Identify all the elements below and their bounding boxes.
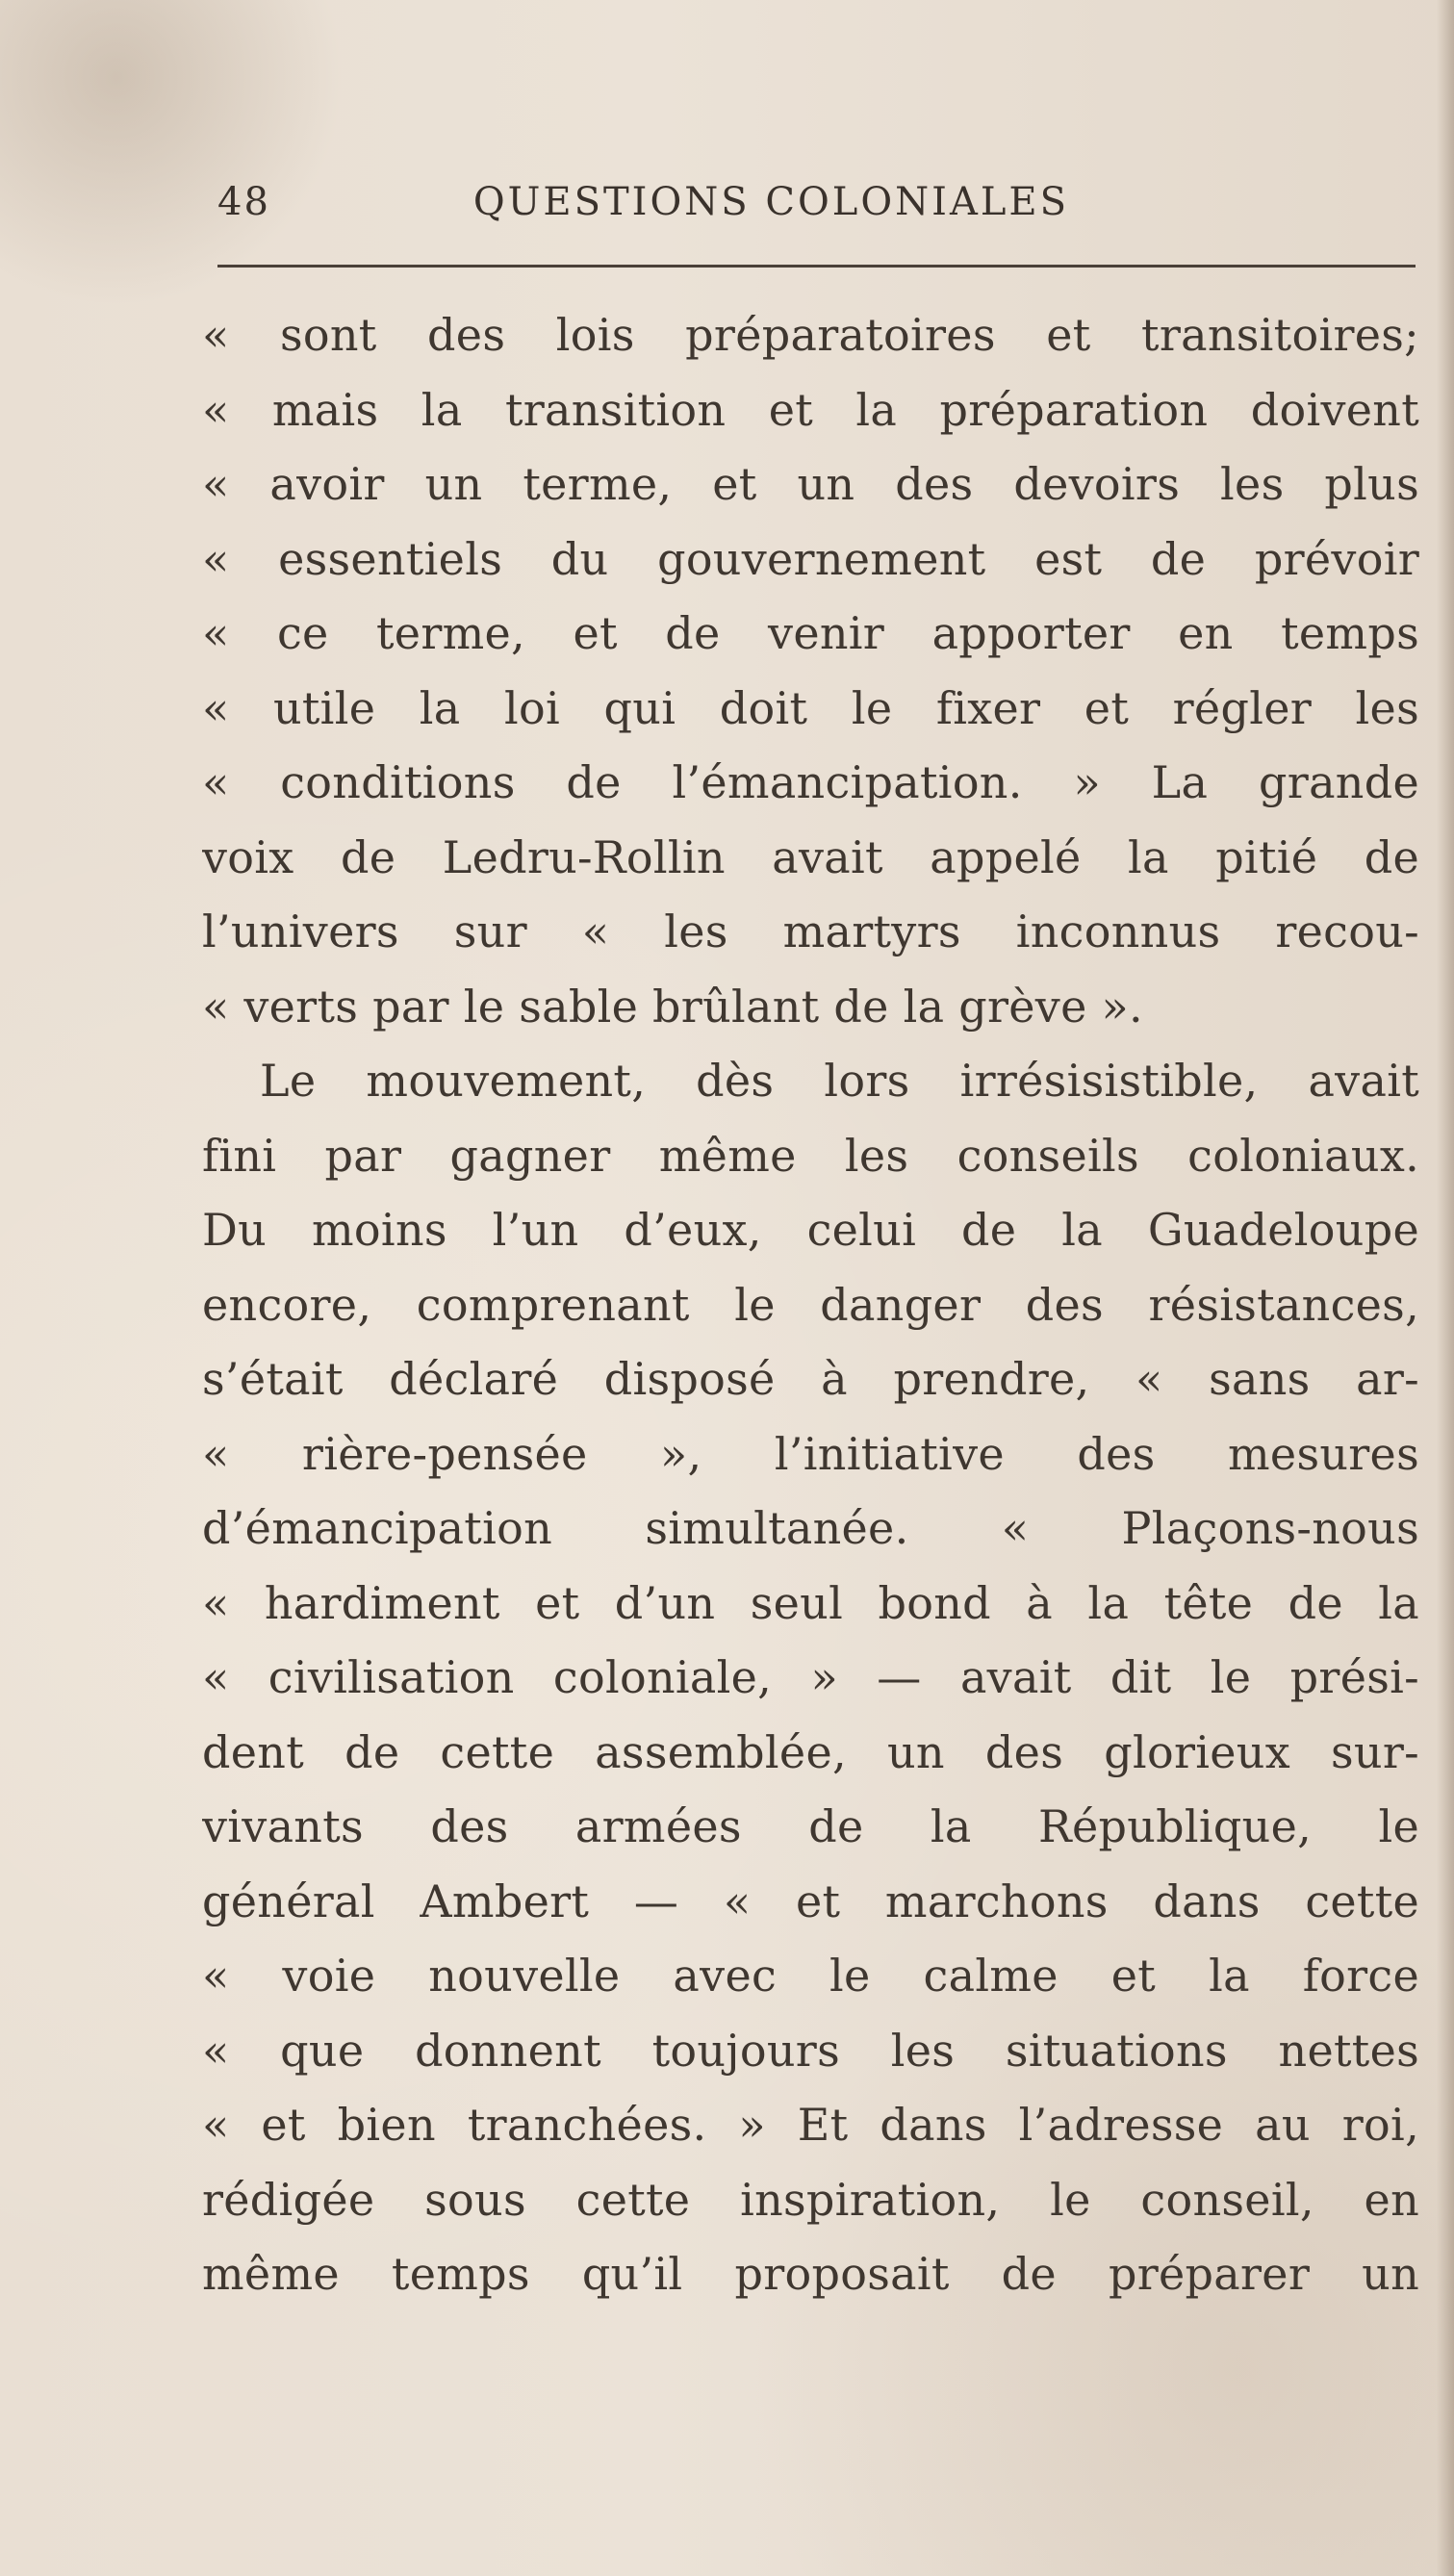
text-line: « utile la loi qui doit le fixer et régler les bbox=[202, 681, 1419, 734]
page-edge-shadow bbox=[1437, 0, 1454, 2576]
text-line: « conditions de l’émancipation. » La grande bbox=[202, 756, 1419, 808]
text-line: d’émancipation simultanée. « Plaçons-nous bbox=[202, 1502, 1419, 1554]
text-line: « rière-pensée », l’initiative des mesures bbox=[202, 1427, 1419, 1480]
text-line: rédigée sous cette inspiration, le conseil, en bbox=[202, 2173, 1419, 2226]
running-title: QUESTIONS COLONIALES bbox=[472, 180, 1069, 224]
text-line: « essentiels du gouvernement est de prévoir bbox=[202, 532, 1419, 585]
text-line: s’était déclaré disposé à prendre, « sans ar- bbox=[202, 1353, 1419, 1405]
text-line: « civilisation coloniale, » — avait dit le prési- bbox=[202, 1651, 1419, 1703]
text-line: « ce terme, et de venir apporter en temps bbox=[202, 607, 1419, 659]
text-line: « et bien tranchées. » Et dans l’adresse au roi, bbox=[202, 2099, 1419, 2151]
text-line: « verts par le sable brûlant de la grève ». bbox=[202, 980, 1143, 1033]
text-line: dent de cette assemblée, un des glorieux sur- bbox=[202, 1725, 1419, 1778]
text-line: « que donnent toujours les situations nettes bbox=[202, 2024, 1419, 2077]
text-line: encore, comprenant le danger des résistances, bbox=[202, 1278, 1419, 1331]
text-line: « avoir un terme, et un des devoirs les plus bbox=[202, 458, 1419, 510]
text-line: voix de Ledru-Rollin avait appelé la pitié de bbox=[202, 830, 1419, 883]
text-line: même temps qu’il proposait de préparer un bbox=[202, 2248, 1419, 2300]
text-line: « hardiment et d’un seul bond à la tête de la bbox=[202, 1576, 1419, 1629]
text-line: fini par gagner même les conseils coloniaux. bbox=[202, 1129, 1419, 1182]
text-line: « sont des lois préparatoires et transitoires; bbox=[202, 309, 1419, 361]
text-line: vivants des armées de la République, le bbox=[202, 1800, 1419, 1852]
text-line: « mais la transition et la préparation doivent bbox=[202, 383, 1419, 436]
body-text bbox=[202, 298, 1419, 2312]
running-head bbox=[217, 173, 1416, 231]
text-line: « voie nouvelle avec le calme et la force bbox=[202, 1950, 1419, 2002]
text-line: l’univers sur « les martyrs inconnus recou- bbox=[202, 905, 1419, 957]
paragraph-start-line: Le mouvement, dès lors irrésisistible, avait bbox=[260, 1055, 1419, 1107]
header-rule bbox=[217, 265, 1416, 268]
page-number: 48 bbox=[217, 180, 270, 224]
text-line: général Ambert — « et marchons dans cette bbox=[202, 1875, 1419, 1927]
text-line: Du moins l’un d’eux, celui de la Guadeloupe bbox=[202, 1204, 1419, 1256]
